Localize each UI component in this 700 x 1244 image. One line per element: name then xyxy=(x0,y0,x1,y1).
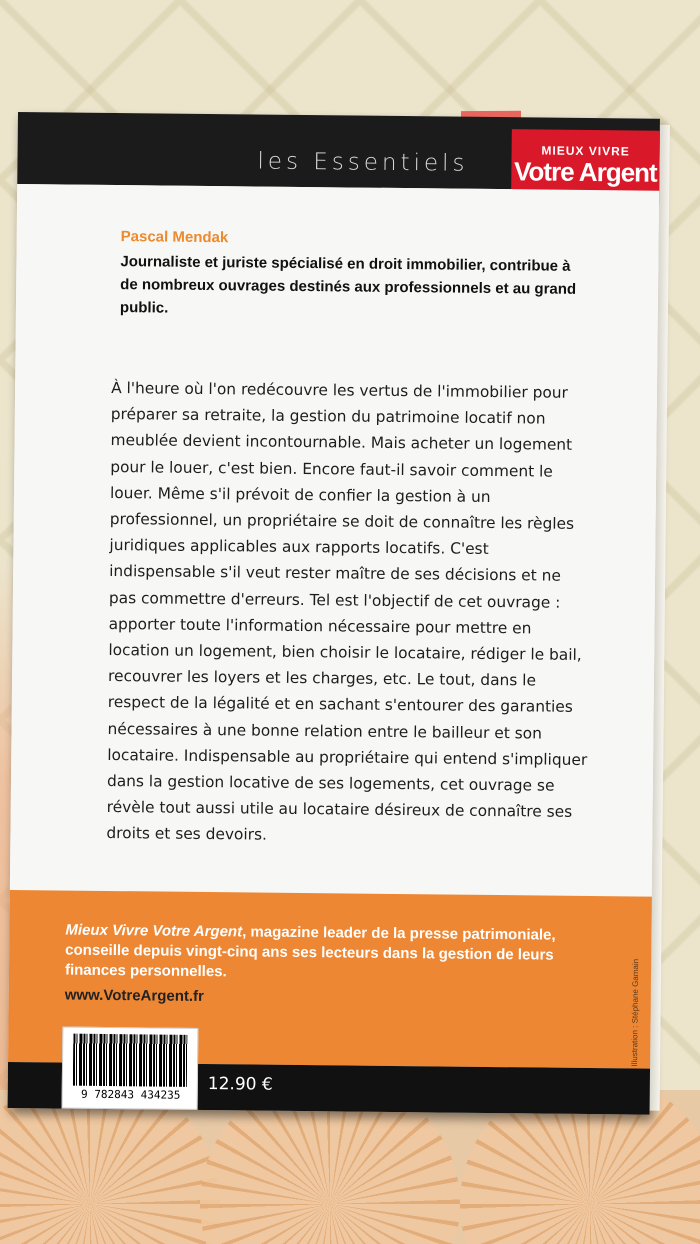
book-back-cover xyxy=(8,112,660,1115)
brand-main: Votre Argent xyxy=(513,156,657,188)
author-bio: Journaliste et juriste spécialisé en droit immobilier, contribue à de nombreux ouvrages destinés aux professionnels et au grand public. xyxy=(119,253,577,317)
magazine-text: , magazine leader de la presse patrimoniale, conseille depuis vingt-cinq ans ses lecteurs dans la gestion de leurs finances personnelles. xyxy=(64,923,556,981)
illustration-credit: Illustration : Stéphane Gamain xyxy=(630,958,641,1067)
shell-pattern xyxy=(200,1090,460,1244)
blurb-text xyxy=(106,375,591,852)
magazine-description xyxy=(65,921,566,986)
barcode xyxy=(62,1027,199,1110)
barcode-bars xyxy=(73,1034,188,1087)
price: 12.90 € xyxy=(207,1074,273,1095)
blurb-paragraph: À l'heure où l'on redécouvre les vertus de l'immobilier pour préparer sa retraite, la gestion du patrimoine locatif non meublée devient incontournable. Mais acheter un logement pour le louer, c'est bien. Encore faut-il savoir comment le louer. Même s'il prévoit de confier la gestion à un professionnel, un propriétaire se doit de connaître les règles juridiques applicables aux rapports locatifs. C'est indispensable s'il veut rester maître de ses décisions et ne pas commettre d'erreurs. Tel est l'objectif de cet ouvrage : apporter toute l'information nécessaire pour mettre en location un logement, bien choisir le locataire, rédiger le bail, recouvrer les loyers et les charges, etc. Le tout, dans le respect de la légalité et en sachant s'entourer des garanties nécessaires à une bonne relation entre le bailleur et son locataire. Indispensable au propriétaire qui entend s'impliquer dans la gestion locative de ses logements, cet ouvrage se révèle tout aussi utile au locataire désireux de connaître ses droits et ses devoirs. xyxy=(106,378,588,845)
isbn-number: 9 782843 434235 xyxy=(80,1087,181,1102)
series-title: les Essentiels xyxy=(257,148,469,177)
footer-band xyxy=(8,1062,650,1115)
shell-pattern xyxy=(0,1087,220,1244)
magazine-name: Mieux Vivre Votre Argent xyxy=(65,921,243,941)
author-name: Pascal Mendak xyxy=(120,228,229,247)
magazine-website: www.VotreArgent.fr xyxy=(64,986,205,1005)
brand-top: MIEUX VIVRE xyxy=(541,143,630,159)
